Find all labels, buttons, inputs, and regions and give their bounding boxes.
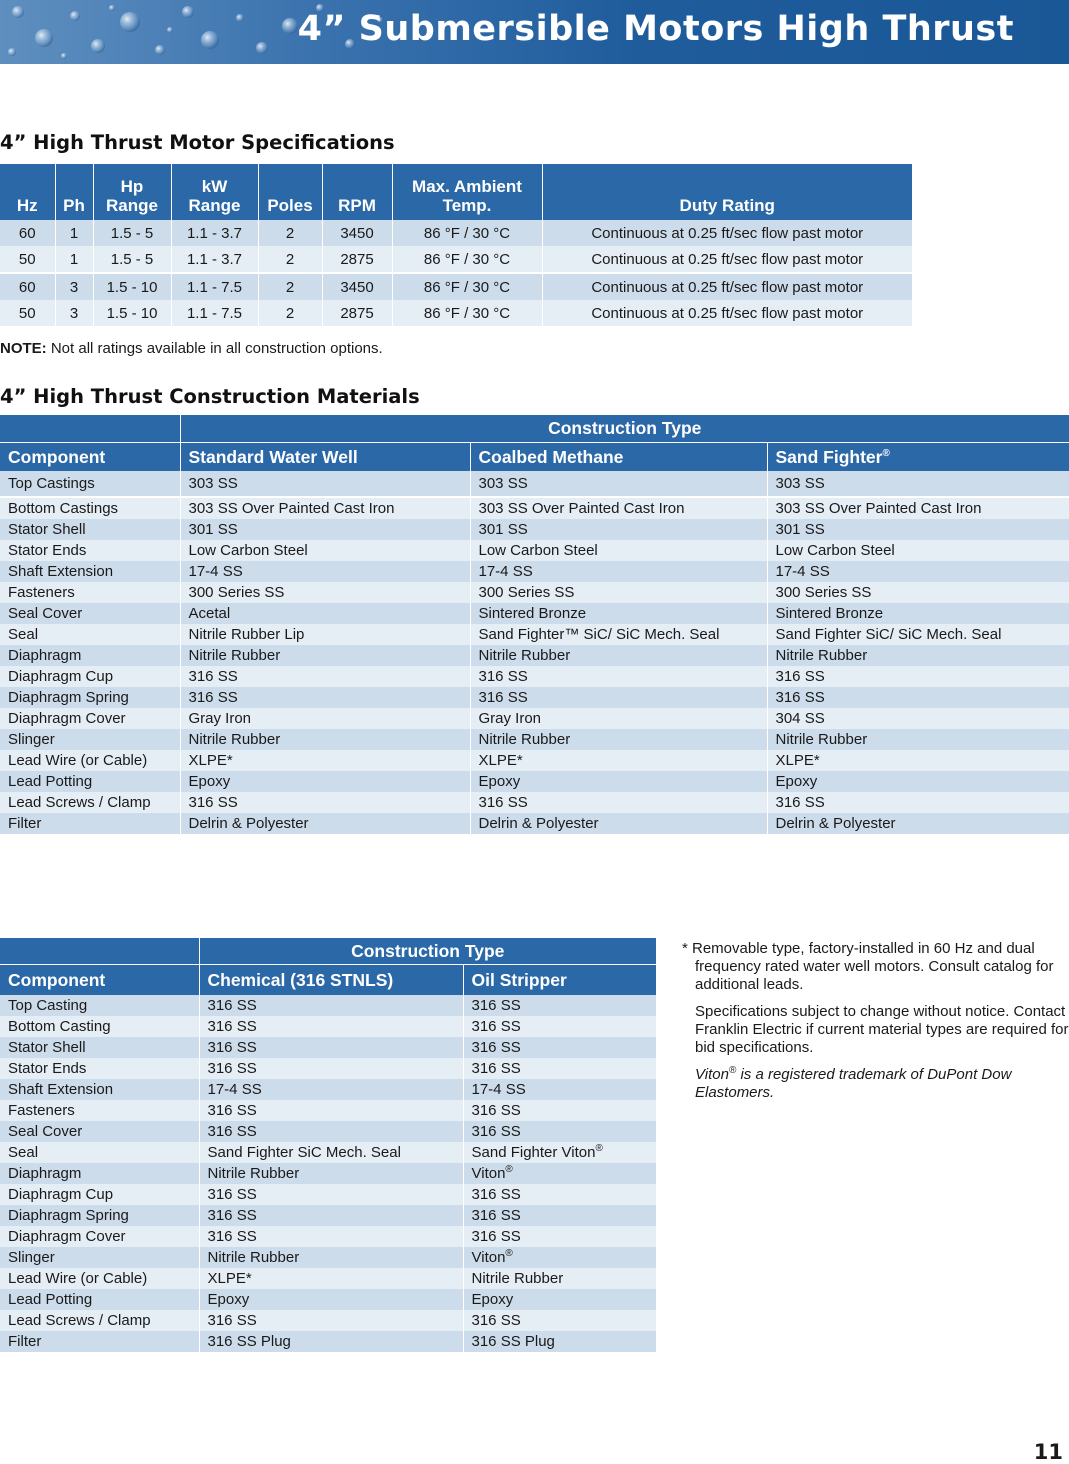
material-cell: Epoxy <box>199 1289 463 1310</box>
material-cell: Delrin & Polyester <box>470 813 767 834</box>
component-cell: Fasteners <box>0 582 180 603</box>
motor-specs-table <box>0 164 912 326</box>
specs-header-line: Duty Rating <box>679 196 775 215</box>
table-cell: 1.5 - 10 <box>93 273 171 300</box>
table-row <box>0 1142 656 1163</box>
material-cell: Delrin & Polyester <box>180 813 470 834</box>
sand-fighter-label: Sand Fighter <box>775 446 883 467</box>
table-row <box>0 582 1069 603</box>
material-cell: 316 SS <box>199 1226 463 1247</box>
component-cell: Filter <box>0 1331 199 1352</box>
table-cell: 1.5 - 10 <box>93 300 171 326</box>
table-row <box>0 246 912 273</box>
specs-header-line: RPM <box>338 196 376 215</box>
material-cell: 303 SS Over Painted Cast Iron <box>180 497 470 519</box>
material-cell: 316 SS <box>463 1121 656 1142</box>
component-cell: Diaphragm Cup <box>0 666 180 687</box>
table-row <box>0 1100 656 1121</box>
table-cell: 3 <box>55 300 93 326</box>
table-row <box>0 519 1069 540</box>
material-cell: Sintered Bronze <box>470 603 767 624</box>
material-cell: 300 Series SS <box>767 582 1069 603</box>
material-cell: 316 SS <box>463 1184 656 1205</box>
material-cell: 316 SS <box>463 1058 656 1079</box>
table-cell: 50 <box>0 246 55 273</box>
specs-column-header <box>0 164 55 220</box>
material-cell: XLPE* <box>199 1268 463 1289</box>
table-row <box>0 471 1069 497</box>
material-cell: Nitrile Rubber <box>463 1268 656 1289</box>
material-cell: 316 SS <box>767 687 1069 708</box>
table-group-blank <box>0 415 180 443</box>
component-cell: Seal <box>0 1142 199 1163</box>
material-cell: 316 SS <box>180 687 470 708</box>
table-row <box>0 561 1069 582</box>
component-cell: Diaphragm <box>0 1163 199 1184</box>
table-cell: 3 <box>55 273 93 300</box>
material-cell: 17-4 SS <box>180 561 470 582</box>
column-header-coalbed-methane: Coalbed Methane <box>470 443 767 472</box>
component-cell: Diaphragm Cover <box>0 1226 199 1247</box>
material-cell: Gray Iron <box>470 708 767 729</box>
table-row <box>0 624 1069 645</box>
footnote-specifications: Specifications subject to change without notice. Contact Franklin Electric if current material types are required for bid specifications. <box>695 1003 1069 1056</box>
table-cell: 86 °F / 30 °C <box>392 246 542 273</box>
registered-mark: ® <box>505 1248 513 1259</box>
material-cell: Nitrile Rubber <box>180 645 470 666</box>
column-header-component: Component <box>0 965 199 996</box>
table-row <box>0 1037 656 1058</box>
material-cell: Nitrile Rubber <box>180 729 470 750</box>
header-band <box>0 0 1069 64</box>
specs-header-line: kW <box>201 177 228 196</box>
table-row <box>0 1163 656 1184</box>
table-row <box>0 1121 656 1142</box>
material-cell: 316 SS <box>767 792 1069 813</box>
material-cell: XLPE* <box>470 750 767 771</box>
table-row <box>0 1310 656 1331</box>
material-cell: Nitrile Rubber <box>199 1163 463 1184</box>
table-cell: 3450 <box>322 220 392 246</box>
footnote-viton-trademark <box>682 1066 1069 1102</box>
material-cell: 303 SS <box>470 471 767 497</box>
specs-header-line: Max. Ambient <box>412 177 522 196</box>
table-cell: 1 <box>55 246 93 273</box>
material-cell: XLPE* <box>767 750 1069 771</box>
table-row <box>0 300 912 326</box>
table-row <box>0 813 1069 834</box>
construction-materials-table-2 <box>0 938 656 1352</box>
table-row <box>0 497 1069 519</box>
table-row <box>0 1079 656 1100</box>
note-label: NOTE: <box>0 340 47 357</box>
component-cell: Stator Ends <box>0 1058 199 1079</box>
material-cell: 316 SS <box>180 792 470 813</box>
table-cell: 2875 <box>322 246 392 273</box>
registered-mark: ® <box>882 447 890 459</box>
table-row <box>0 1268 656 1289</box>
specs-header-line: Range <box>188 196 241 215</box>
table-cell: 2875 <box>322 300 392 326</box>
table-cell: 1.1 - 7.5 <box>171 300 258 326</box>
material-cell: Sintered Bronze <box>767 603 1069 624</box>
specs-column-header <box>258 164 322 220</box>
table-row <box>0 708 1069 729</box>
table-row <box>0 273 912 300</box>
table-cell: 1 <box>55 220 93 246</box>
material-cell: 316 SS <box>199 1205 463 1226</box>
component-cell: Diaphragm Spring <box>0 687 180 708</box>
construction-type-header: Construction Type <box>199 938 656 965</box>
component-cell: Stator Shell <box>0 1037 199 1058</box>
material-cell: 316 SS <box>463 1310 656 1331</box>
material-cell: Gray Iron <box>180 708 470 729</box>
material-cell: 301 SS <box>180 519 470 540</box>
component-cell: Filter <box>0 813 180 834</box>
material-cell: Epoxy <box>180 771 470 792</box>
component-cell: Top Castings <box>0 471 180 497</box>
table-cell: Continuous at 0.25 ft/sec flow past motor <box>542 273 912 300</box>
material-cell: 17-4 SS <box>767 561 1069 582</box>
table-row <box>0 687 1069 708</box>
specs-column-header <box>171 164 258 220</box>
component-cell: Shaft Extension <box>0 1079 199 1100</box>
material-cell: 303 SS <box>180 471 470 497</box>
material-cell: 316 SS <box>463 1100 656 1121</box>
construction-type-header: Construction Type <box>180 415 1069 443</box>
material-cell: Nitrile Rubber Lip <box>180 624 470 645</box>
table-row <box>0 1016 656 1037</box>
material-cell: 316 SS <box>199 995 463 1016</box>
material-cell: 300 Series SS <box>470 582 767 603</box>
component-cell: Fasteners <box>0 1100 199 1121</box>
table-cell: 86 °F / 30 °C <box>392 220 542 246</box>
table-cell: 1.5 - 5 <box>93 246 171 273</box>
material-cell: Viton® <box>463 1247 656 1268</box>
table-row <box>0 1289 656 1310</box>
table-row <box>0 750 1069 771</box>
material-cell: 316 SS Plug <box>199 1331 463 1352</box>
specs-header-line: Hp <box>120 177 144 196</box>
material-cell: Epoxy <box>470 771 767 792</box>
material-cell: 316 SS <box>199 1016 463 1037</box>
table-cell: Continuous at 0.25 ft/sec flow past motor <box>542 220 912 246</box>
material-cell: Sand Fighter Viton® <box>463 1142 656 1163</box>
material-cell: 316 SS <box>470 792 767 813</box>
component-cell: Lead Screws / Clamp <box>0 1310 199 1331</box>
material-cell: 316 SS <box>199 1184 463 1205</box>
material-cell: Nitrile Rubber <box>199 1247 463 1268</box>
footnotes <box>682 940 1069 1111</box>
component-cell: Bottom Casting <box>0 1016 199 1037</box>
page-header-title: 4” Submersible Motors High Thrust <box>297 9 1014 49</box>
column-header-standard-water-well: Standard Water Well <box>180 443 470 472</box>
material-cell: 316 SS <box>470 687 767 708</box>
specs-column-header <box>93 164 171 220</box>
table-row <box>0 1205 656 1226</box>
material-cell: 316 SS <box>199 1310 463 1331</box>
material-cell: Nitrile Rubber <box>470 729 767 750</box>
component-cell: Stator Ends <box>0 540 180 561</box>
specs-column-header <box>55 164 93 220</box>
table-row <box>0 603 1069 624</box>
column-header-sand-fighter <box>767 443 1069 472</box>
table-cell: 86 °F / 30 °C <box>392 300 542 326</box>
material-cell: Low Carbon Steel <box>180 540 470 561</box>
column-header-component: Component <box>0 443 180 472</box>
specs-header-line: Poles <box>267 196 313 215</box>
table-row <box>0 666 1069 687</box>
specs-column-header <box>392 164 542 220</box>
material-cell: 316 SS <box>180 666 470 687</box>
table-row <box>0 645 1069 666</box>
table-row <box>0 995 656 1016</box>
material-cell: 316 SS <box>199 1058 463 1079</box>
table-cell: 2 <box>258 220 322 246</box>
registered-mark: ® <box>728 1065 737 1076</box>
material-cell: Epoxy <box>767 771 1069 792</box>
specs-header-line: Hz <box>16 196 38 215</box>
material-cell: Sand Fighter™ SiC/ SiC Mech. Seal <box>470 624 767 645</box>
specs-column-header <box>542 164 912 220</box>
specs-header-line: Temp. <box>442 196 492 215</box>
component-cell: Lead Potting <box>0 1289 199 1310</box>
material-cell: 300 Series SS <box>180 582 470 603</box>
specs-note <box>0 340 383 357</box>
construction-materials-table <box>0 415 1069 834</box>
material-cell: 316 SS <box>199 1100 463 1121</box>
column-header-oil-stripper: Oil Stripper <box>463 965 656 996</box>
table-row <box>0 1184 656 1205</box>
component-cell: Bottom Castings <box>0 497 180 519</box>
table-row <box>0 1331 656 1352</box>
material-cell: Nitrile Rubber <box>767 729 1069 750</box>
material-cell: 17-4 SS <box>199 1079 463 1100</box>
table-cell: 2 <box>258 273 322 300</box>
viton-trademark-text: is a registered trademark of DuPont Dow Elastomers. <box>695 1066 1012 1101</box>
table-cell: 1.5 - 5 <box>93 220 171 246</box>
table-row <box>0 1247 656 1268</box>
material-cell: 301 SS <box>470 519 767 540</box>
material-cell: 316 SS <box>767 666 1069 687</box>
note-text: Not all ratings available in all construction options. <box>46 340 383 357</box>
material-cell: Viton® <box>463 1163 656 1184</box>
component-cell: Stator Shell <box>0 519 180 540</box>
material-cell: 316 SS <box>199 1037 463 1058</box>
component-cell: Top Casting <box>0 995 199 1016</box>
specs-header-line: Ph <box>63 196 85 215</box>
viton-word: Viton <box>695 1066 729 1083</box>
table-cell: 60 <box>0 220 55 246</box>
component-cell: Diaphragm Cover <box>0 708 180 729</box>
table-row <box>0 1058 656 1079</box>
component-cell: Shaft Extension <box>0 561 180 582</box>
table-row <box>0 729 1069 750</box>
materials-section-title: 4” High Thrust Construction Materials <box>0 385 420 408</box>
material-cell: Acetal <box>180 603 470 624</box>
specs-column-header <box>322 164 392 220</box>
table-cell: 1.1 - 3.7 <box>171 220 258 246</box>
component-cell: Seal <box>0 624 180 645</box>
component-cell: Diaphragm <box>0 645 180 666</box>
component-cell: Lead Wire (or Cable) <box>0 750 180 771</box>
material-cell: 316 SS <box>470 666 767 687</box>
specs-section-title: 4” High Thrust Motor Specifications <box>0 131 395 154</box>
material-cell: 316 SS <box>463 1016 656 1037</box>
component-cell: Slinger <box>0 729 180 750</box>
specs-header-line: Range <box>106 196 158 215</box>
material-cell: 17-4 SS <box>463 1079 656 1100</box>
material-cell: 316 SS <box>199 1121 463 1142</box>
column-header-chemical: Chemical (316 STNLS) <box>199 965 463 996</box>
material-cell: Delrin & Polyester <box>767 813 1069 834</box>
material-cell: 17-4 SS <box>470 561 767 582</box>
table-cell: Continuous at 0.25 ft/sec flow past motor <box>542 246 912 273</box>
table-row <box>0 792 1069 813</box>
material-cell: 316 SS <box>463 1226 656 1247</box>
material-cell: Epoxy <box>463 1289 656 1310</box>
table-cell: 3450 <box>322 273 392 300</box>
table-cell: 86 °F / 30 °C <box>392 273 542 300</box>
table-cell: 50 <box>0 300 55 326</box>
table-cell: 60 <box>0 273 55 300</box>
table-cell: 2 <box>258 246 322 273</box>
table-cell: 1.1 - 7.5 <box>171 273 258 300</box>
material-cell: 304 SS <box>767 708 1069 729</box>
registered-mark: ® <box>595 1143 603 1154</box>
material-cell: 303 SS Over Painted Cast Iron <box>767 497 1069 519</box>
component-cell: Lead Wire (or Cable) <box>0 1268 199 1289</box>
table-cell: 2 <box>258 300 322 326</box>
material-cell: 316 SS <box>463 1205 656 1226</box>
table-row <box>0 220 912 246</box>
table-group-blank <box>0 938 199 965</box>
component-cell: Seal Cover <box>0 603 180 624</box>
table-row <box>0 540 1069 561</box>
registered-mark: ® <box>505 1164 513 1175</box>
material-cell: 301 SS <box>767 519 1069 540</box>
component-cell: Slinger <box>0 1247 199 1268</box>
material-cell: Sand Fighter SiC Mech. Seal <box>199 1142 463 1163</box>
material-cell: Low Carbon Steel <box>767 540 1069 561</box>
component-cell: Seal Cover <box>0 1121 199 1142</box>
table-row <box>0 771 1069 792</box>
material-cell: Nitrile Rubber <box>767 645 1069 666</box>
component-cell: Lead Potting <box>0 771 180 792</box>
footnote-removable-type: * Removable type, factory-installed in 60 Hz and dual frequency rated water well motors. Consult catalog for additional leads. <box>682 940 1054 993</box>
material-cell: Low Carbon Steel <box>470 540 767 561</box>
table-cell: Continuous at 0.25 ft/sec flow past motor <box>542 300 912 326</box>
component-cell: Lead Screws / Clamp <box>0 792 180 813</box>
material-cell: XLPE* <box>180 750 470 771</box>
material-cell: 316 SS <box>463 1037 656 1058</box>
material-cell: 303 SS <box>767 471 1069 497</box>
table-row <box>0 1226 656 1247</box>
component-cell: Diaphragm Spring <box>0 1205 199 1226</box>
material-cell: 316 SS Plug <box>463 1331 656 1352</box>
material-cell: Nitrile Rubber <box>470 645 767 666</box>
component-cell: Diaphragm Cup <box>0 1184 199 1205</box>
material-cell: Sand Fighter SiC/ SiC Mech. Seal <box>767 624 1069 645</box>
page-number: 11 <box>1033 1440 1063 1464</box>
material-cell: 303 SS Over Painted Cast Iron <box>470 497 767 519</box>
material-cell: 316 SS <box>463 995 656 1016</box>
table-cell: 1.1 - 3.7 <box>171 246 258 273</box>
